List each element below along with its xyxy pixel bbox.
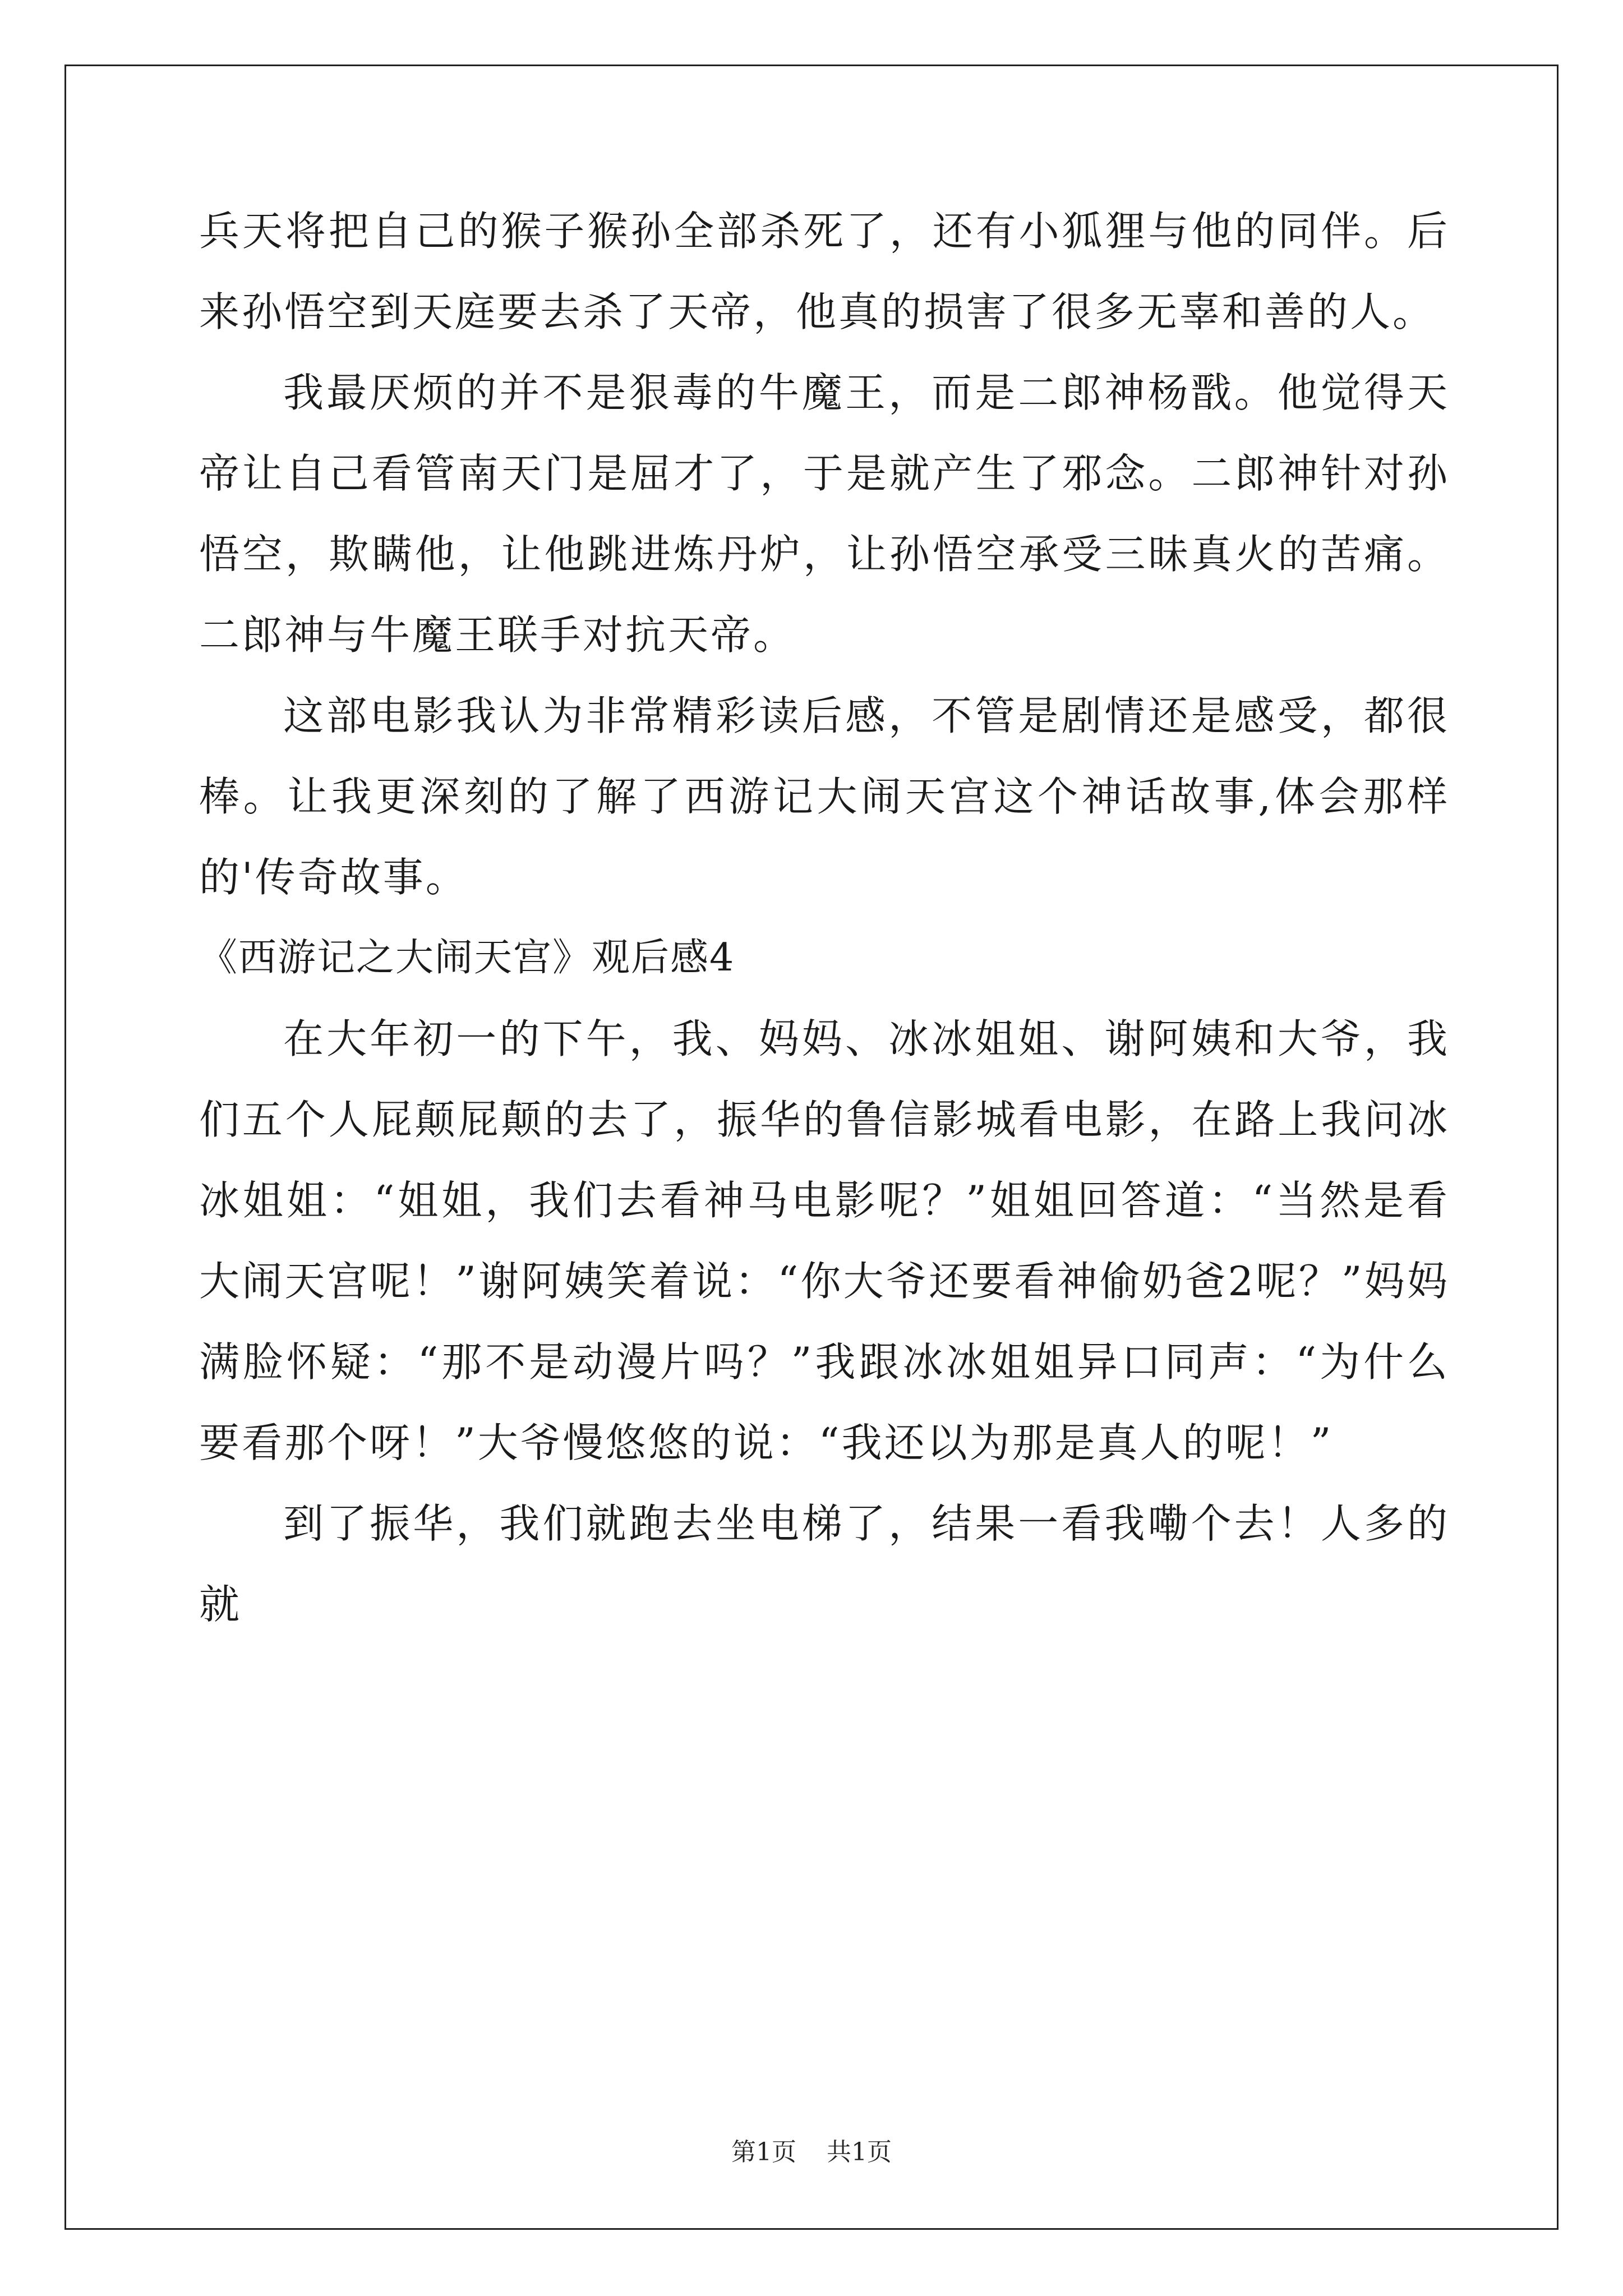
section-heading: 《西游记之大闹天宫》观后感4 [199,936,735,980]
page-footer [0,2132,1623,2168]
paragraph-3: 这部电影我认为非常精彩读后感，不管是剧情还是感受，都很棒。让我更深刻的了解了西游记大闹天宫这个神话故事,体会那样的'传奇故事。 [199,692,1450,901]
page-number: 第1页 [731,2138,796,2166]
paragraph-1: 兵天将把自己的猴子猴孙全部杀死了，还有小狐狸与他的同伴。后来孙悟空到天庭要去杀了天帝，他真的损害了很多无辜和善的人。 [199,208,1450,335]
paragraph-4: 在大年初一的下午，我、妈妈、冰冰姐姐、谢阿姨和大爷，我们五个人屁颠屁颠的去了，振华的鲁信影城看电影，在路上我问冰冰姐姐：“姐姐，我们去看神马电影呢？”姐姐回答道：“当然是看大闹天宫呢！”谢阿姨笑着说：“你大爷还要看神偷奶爸2呢？”妈妈满脸怀疑：“那不是动漫片吗？”我跟冰冰姐姐异口同声：“为什么要看那个呀！”大爷慢悠悠的说：“我还以为那是真人的呢！” [199,1015,1450,1466]
paragraph-5: 到了振华，我们就跑去坐电梯了，结果一看我嘞个去！人多的就 [199,1500,1450,1628]
paragraph-2: 我最厌烦的并不是狠毒的牛魔王，而是二郎神杨戬。他觉得天帝让自己看管南天门是屈才了，于是就产生了邪念。二郎神针对孙悟空，欺瞒他，让他跳进炼丹炉，让孙悟空承受三昧真火的苦痛。二郎神与牛魔王联手对抗天帝。 [199,369,1450,659]
document-body [199,191,1450,1645]
page-total: 共1页 [827,2138,892,2166]
